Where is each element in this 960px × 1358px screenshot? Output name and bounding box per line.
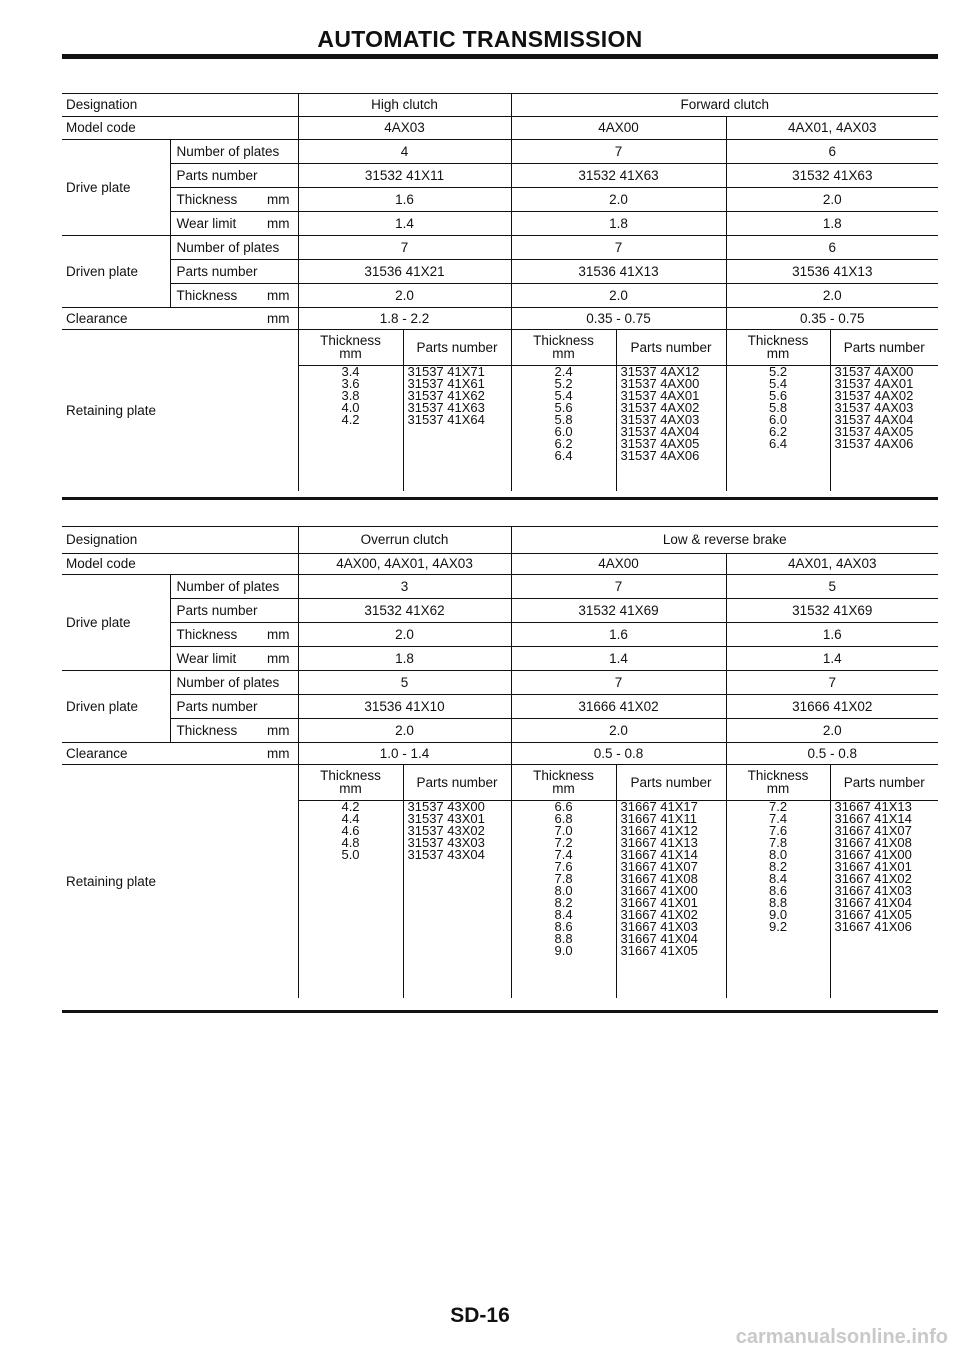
cell-value: 2.0 — [726, 187, 938, 211]
unit-label: mm — [552, 781, 575, 796]
cell-value: 2.0 — [298, 718, 511, 742]
unit-label: mm — [339, 346, 362, 361]
cell-value: 31536 41X21 — [298, 259, 511, 283]
retaining-list-item: 5.6 — [768, 387, 788, 403]
row-driven-parts — [62, 259, 938, 283]
thickness-header: Thickness — [533, 333, 594, 348]
cell-value: 1.4 — [511, 646, 726, 670]
overrun-clutch-header: Overrun clutch — [298, 527, 511, 553]
retaining-list-item: 8.4 — [768, 870, 788, 886]
number-of-plates-label: Number of plates — [170, 139, 298, 163]
retaining-list-item: 5.2 — [554, 375, 573, 391]
cell-value: 0.5 - 0.8 — [511, 742, 726, 764]
retaining-list-item: 5.8 — [554, 411, 573, 427]
model-code-value: 4AX01, 4AX03 — [726, 116, 938, 139]
thickness-header: Thickness — [320, 333, 381, 348]
retaining-list-item: 31667 41X07 — [834, 822, 912, 838]
cell-value: 1.6 — [726, 622, 938, 646]
retaining-list-item: 31667 41X17 — [620, 800, 698, 814]
retaining-parts-list — [616, 365, 726, 491]
wear-limit-label: Wear limit — [176, 650, 237, 666]
cell-value: 2.0 — [726, 718, 938, 742]
row-driven-parts — [62, 694, 938, 718]
clearance-label: Clearance — [66, 745, 128, 761]
cell-value: 7 — [511, 670, 726, 694]
retaining-list-item: 31537 4AX12 — [620, 365, 700, 379]
row-drive-number — [62, 574, 938, 598]
retaining-thickness-list — [726, 800, 830, 998]
unit-label: mm — [552, 346, 575, 361]
retaining-thickness-list — [298, 365, 403, 491]
retaining-list-item: 9.2 — [768, 918, 788, 934]
model-code-value: 4AX00 — [511, 553, 726, 574]
row-driven-thickness — [62, 283, 938, 307]
retaining-list-item: 31667 41X06 — [834, 918, 912, 934]
designation-label: Designation — [62, 527, 298, 553]
retaining-list-item: 5.4 — [768, 375, 788, 391]
retaining-list-item: 31537 43X04 — [407, 846, 485, 862]
retaining-list-item: 31667 41X00 — [620, 882, 698, 898]
retaining-list-item: 7.8 — [768, 834, 788, 850]
unit-label: mm — [267, 626, 290, 642]
cell-value: 31532 41X11 — [298, 163, 511, 187]
thickness-header: Thickness — [533, 768, 594, 783]
watermark: carmanualsonline.info — [735, 1326, 948, 1348]
drive-plate-label: Drive plate — [62, 139, 170, 235]
row-driven-number — [62, 670, 938, 694]
spec-table-high-forward — [62, 90, 938, 510]
retaining-list-item: 8.2 — [768, 858, 788, 874]
thickness-label: Thickness — [176, 191, 238, 207]
retaining-list-item: 31537 41X63 — [407, 399, 485, 415]
cell-value: 31532 41X62 — [298, 598, 511, 622]
retaining-list-item: 3.4 — [341, 365, 360, 379]
retaining-list-item: 31667 41X00 — [834, 846, 912, 862]
retaining-list-item: 31537 43X00 — [407, 800, 485, 814]
low-reverse-brake-header: Low & reverse brake — [511, 527, 938, 553]
thickness-label: Thickness — [176, 287, 238, 303]
cell-value: 1.4 — [726, 646, 938, 670]
cell-value: 2.0 — [511, 283, 726, 307]
parts-number-header: Parts number — [830, 329, 938, 365]
retaining-thickness-list — [298, 800, 403, 998]
retaining-list-item: 31667 41X01 — [834, 858, 912, 874]
number-of-plates-label: Number of plates — [170, 574, 298, 598]
cell-value: 31536 41X10 — [298, 694, 511, 718]
retaining-plate-label: Retaining plate — [62, 329, 298, 491]
retaining-list-item: 4.0 — [341, 399, 360, 415]
retaining-list-item: 31537 4AX05 — [620, 435, 700, 451]
retaining-list-item: 31537 4AX06 — [834, 435, 914, 451]
row-clearance — [62, 742, 938, 764]
cell-value: 1.8 - 2.2 — [298, 307, 511, 329]
retaining-thickness-list — [511, 365, 616, 491]
model-code-value: 4AX00, 4AX01, 4AX03 — [298, 553, 511, 574]
forward-clutch-header: Forward clutch — [511, 94, 938, 116]
retaining-list-item: 31667 41X12 — [620, 822, 698, 838]
retaining-list-item: 31537 41X64 — [407, 411, 485, 427]
retaining-parts-list — [403, 800, 511, 998]
retaining-list-item: 31537 4AX04 — [620, 423, 700, 439]
cell-value: 7 — [298, 235, 511, 259]
retaining-list-item: 31667 41X01 — [620, 894, 698, 910]
driven-plate-label: Driven plate — [62, 235, 170, 307]
retaining-list-item: 31537 4AX00 — [620, 375, 700, 391]
row-drive-thickness — [62, 622, 938, 646]
retaining-list-item: 6.4 — [554, 447, 573, 463]
retaining-list-item: 31537 43X01 — [407, 810, 485, 826]
retaining-list-item: 8.8 — [768, 894, 788, 910]
row-drive-thickness — [62, 187, 938, 211]
row-drive-wear — [62, 646, 938, 670]
retaining-list-item: 8.2 — [554, 894, 573, 910]
cell-value: 2.0 — [511, 187, 726, 211]
retaining-list-item: 31667 41X05 — [620, 942, 698, 958]
retaining-list-item: 5.8 — [768, 399, 788, 415]
spec-table-overrun-low-reverse — [62, 524, 938, 1024]
cell-value: 7 — [726, 670, 938, 694]
thickness-header: Thickness — [747, 768, 809, 783]
thickness-header: Thickness — [747, 333, 809, 348]
retaining-list-item: 31537 4AX01 — [620, 387, 700, 403]
designation-label: Designation — [62, 94, 298, 116]
parts-number-header: Parts number — [403, 329, 511, 365]
unit-label: mm — [267, 722, 290, 738]
cell-value: 7 — [511, 574, 726, 598]
retaining-list-item: 31667 41X02 — [834, 870, 912, 886]
cell-value: 1.6 — [298, 187, 511, 211]
retaining-list-item: 5.4 — [554, 387, 573, 403]
cell-value: 7 — [511, 235, 726, 259]
retaining-list-item: 7.6 — [768, 822, 788, 838]
unit-label: mm — [267, 215, 290, 231]
retaining-list-item: 4.6 — [341, 822, 360, 838]
retaining-list-item: 8.6 — [768, 882, 788, 898]
cell-value: 1.8 — [726, 211, 938, 235]
retaining-list-item: 8.0 — [554, 882, 573, 898]
retaining-list-item: 31667 41X03 — [620, 918, 698, 934]
unit-label: mm — [267, 287, 290, 303]
retaining-list-item: 4.4 — [341, 810, 360, 826]
retaining-list-item: 31667 41X14 — [620, 846, 698, 862]
cell-value: 0.35 - 0.75 — [726, 307, 938, 329]
cell-value: 3 — [298, 574, 511, 598]
unit-label: mm — [339, 781, 362, 796]
parts-number-header: Parts number — [616, 329, 726, 365]
bottom-rule — [62, 1010, 938, 1013]
retaining-parts-list — [830, 365, 938, 491]
retaining-list-item: 7.4 — [554, 846, 573, 862]
model-code-value: 4AX00 — [511, 116, 726, 139]
retaining-list-item: 6.2 — [768, 423, 788, 439]
row-drive-parts — [62, 598, 938, 622]
retaining-list-item: 6.4 — [768, 435, 788, 451]
retaining-list-item: 8.6 — [554, 918, 573, 934]
retaining-list-item: 31667 41X13 — [620, 834, 698, 850]
cell-value: 2.0 — [511, 718, 726, 742]
cell-value: 1.0 - 1.4 — [298, 742, 511, 764]
row-drive-wear — [62, 211, 938, 235]
retaining-list-item: 31667 41X11 — [620, 810, 697, 826]
cell-value: 7 — [511, 139, 726, 163]
retaining-list-item: 31537 4AX05 — [834, 423, 914, 439]
spec-table — [62, 94, 938, 491]
thickness-header: Thickness — [320, 768, 381, 783]
retaining-list-item: 7.0 — [554, 822, 573, 838]
unit-label: mm — [267, 745, 290, 761]
retaining-list-item: 9.0 — [554, 942, 573, 958]
driven-plate-label: Driven plate — [62, 670, 170, 742]
cell-value: 31532 41X69 — [511, 598, 726, 622]
model-code-value: 4AX01, 4AX03 — [726, 553, 938, 574]
retaining-list-item: 6.0 — [768, 411, 788, 427]
retaining-list-item: 7.6 — [554, 858, 573, 874]
retaining-list-item: 31667 41X08 — [620, 870, 698, 886]
row-driven-number — [62, 235, 938, 259]
retaining-list-item: 5.0 — [341, 846, 360, 862]
cell-value: 31532 41X63 — [511, 163, 726, 187]
row-retaining-header — [62, 764, 938, 800]
thickness-label: Thickness — [176, 722, 238, 738]
cell-value: 31666 41X02 — [726, 694, 938, 718]
retaining-list-item: 31537 4AX02 — [620, 399, 700, 415]
retaining-list-item: 31537 41X71 — [407, 365, 485, 379]
retaining-list-item: 8.4 — [554, 906, 573, 922]
retaining-list-item: 31537 43X03 — [407, 834, 485, 850]
retaining-list-item: 4.8 — [341, 834, 360, 850]
number-of-plates-label: Number of plates — [170, 670, 298, 694]
retaining-list-item: 31537 41X62 — [407, 387, 485, 403]
retaining-list-item: 31537 4AX03 — [834, 399, 914, 415]
retaining-list-item: 3.8 — [341, 387, 360, 403]
parts-number-header: Parts number — [830, 764, 938, 800]
row-model-code — [62, 553, 938, 574]
retaining-list-item: 31537 4AX03 — [620, 411, 700, 427]
parts-number-header: Parts number — [616, 764, 726, 800]
cell-value: 1.8 — [511, 211, 726, 235]
retaining-list-item: 31537 4AX04 — [834, 411, 914, 427]
row-retaining-header — [62, 329, 938, 365]
cell-value: 1.8 — [298, 646, 511, 670]
number-of-plates-label: Number of plates — [170, 235, 298, 259]
retaining-list-item: 4.2 — [341, 800, 360, 814]
parts-number-header: Parts number — [403, 764, 511, 800]
retaining-list-item: 3.6 — [341, 375, 360, 391]
drive-plate-label: Drive plate — [62, 574, 170, 670]
retaining-list-item: 31537 41X61 — [407, 375, 485, 391]
retaining-list-item: 31537 43X02 — [407, 822, 485, 838]
page-title: AUTOMATIC TRANSMISSION — [317, 26, 643, 52]
cell-value: 6 — [726, 139, 938, 163]
retaining-list-item: 31537 4AX01 — [834, 375, 914, 391]
retaining-list-item: 7.2 — [554, 834, 573, 850]
parts-number-label: Parts number — [170, 163, 298, 187]
row-drive-number — [62, 139, 938, 163]
retaining-list-item: 31667 41X14 — [834, 810, 912, 826]
cell-value: 2.0 — [298, 622, 511, 646]
retaining-list-item: 31667 41X07 — [620, 858, 698, 874]
bottom-rule — [62, 497, 938, 500]
cell-value: 31536 41X13 — [511, 259, 726, 283]
cell-value: 1.4 — [298, 211, 511, 235]
cell-value: 6 — [726, 235, 938, 259]
row-clearance — [62, 307, 938, 329]
retaining-list-item: 8.8 — [554, 930, 573, 946]
retaining-list-item: 9.0 — [768, 906, 788, 922]
retaining-thickness-list — [511, 800, 616, 998]
retaining-list-item: 31537 4AX00 — [834, 365, 914, 379]
cell-value: 4 — [298, 139, 511, 163]
clearance-label: Clearance — [66, 310, 128, 326]
row-model-code — [62, 116, 938, 139]
model-code-label: Model code — [62, 116, 298, 139]
wear-limit-label: Wear limit — [176, 215, 237, 231]
retaining-list-item: 31537 4AX02 — [834, 387, 914, 403]
cell-value: 0.35 - 0.75 — [511, 307, 726, 329]
retaining-list-item: 31667 41X08 — [834, 834, 912, 850]
retaining-list-item: 6.8 — [554, 810, 573, 826]
retaining-list-item: 2.4 — [554, 365, 573, 379]
cell-value: 31666 41X02 — [511, 694, 726, 718]
retaining-list-item: 31667 41X13 — [834, 800, 912, 814]
cell-value: 1.6 — [511, 622, 726, 646]
model-code-value: 4AX03 — [298, 116, 511, 139]
retaining-list-item: 5.2 — [768, 365, 788, 379]
row-designation — [62, 527, 938, 553]
retaining-plate-label: Retaining plate — [62, 764, 298, 998]
retaining-parts-list — [403, 365, 511, 491]
high-clutch-header: High clutch — [298, 94, 511, 116]
row-drive-parts — [62, 163, 938, 187]
cell-value: 5 — [726, 574, 938, 598]
thickness-label: Thickness — [176, 626, 238, 642]
cell-value: 2.0 — [726, 283, 938, 307]
retaining-list-item: 31537 4AX06 — [620, 447, 700, 463]
retaining-list-item: 4.2 — [341, 411, 360, 427]
retaining-list-item: 5.6 — [554, 399, 573, 415]
cell-value: 31532 41X69 — [726, 598, 938, 622]
retaining-list-item: 31667 41X03 — [834, 882, 912, 898]
retaining-list-item: 31667 41X05 — [834, 906, 912, 922]
retaining-list-item: 31667 41X04 — [620, 930, 698, 946]
retaining-list-item: 6.2 — [554, 435, 573, 451]
retaining-parts-list — [830, 800, 938, 998]
cell-value: 5 — [298, 670, 511, 694]
retaining-list-item: 7.8 — [554, 870, 573, 886]
cell-value: 31532 41X63 — [726, 163, 938, 187]
header-rule — [62, 54, 938, 59]
unit-label: mm — [267, 310, 290, 326]
retaining-list-item: 7.4 — [768, 810, 788, 826]
spec-table — [62, 527, 938, 998]
parts-number-label: Parts number — [170, 598, 298, 622]
model-code-label: Model code — [62, 553, 298, 574]
page-number: SD-16 — [450, 1304, 510, 1327]
parts-number-label: Parts number — [170, 694, 298, 718]
retaining-list-item: 31667 41X04 — [834, 894, 912, 910]
retaining-list-item: 6.0 — [554, 423, 573, 439]
retaining-thickness-list — [726, 365, 830, 491]
unit-label: mm — [766, 781, 790, 796]
retaining-list-item: 6.6 — [554, 800, 573, 814]
parts-number-label: Parts number — [170, 259, 298, 283]
retaining-parts-list — [616, 800, 726, 998]
unit-label: mm — [766, 346, 790, 361]
cell-value: 31536 41X13 — [726, 259, 938, 283]
unit-label: mm — [267, 650, 290, 666]
cell-value: 2.0 — [298, 283, 511, 307]
retaining-list-item: 31667 41X02 — [620, 906, 698, 922]
retaining-list-item: 8.0 — [768, 846, 788, 862]
row-driven-thickness — [62, 718, 938, 742]
unit-label: mm — [267, 191, 290, 207]
retaining-list-item: 7.2 — [768, 800, 788, 814]
row-designation — [62, 94, 938, 116]
cell-value: 0.5 - 0.8 — [726, 742, 938, 764]
